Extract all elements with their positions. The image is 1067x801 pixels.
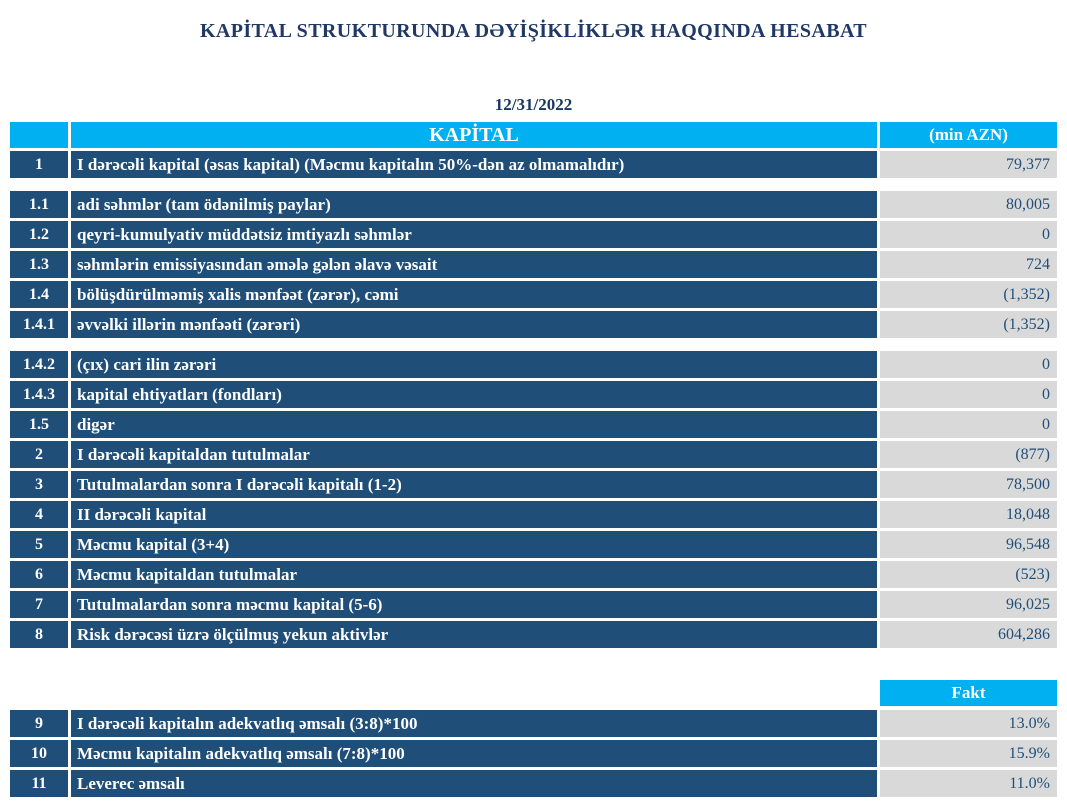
table-row [10,501,1057,528]
table-row [10,311,1057,338]
row-number: 1.2 [10,221,68,248]
table-row [10,411,1057,438]
row-number: 8 [10,621,68,648]
report-date: 12/31/2022 [494,95,573,114]
table-row [10,561,1057,588]
row-number: 1.4.3 [10,381,68,408]
table-row [10,740,1057,767]
row-label: Məcmu kapital (3+4) [71,531,877,558]
row-value: 604,286 [880,621,1057,648]
row-value: (877) [880,441,1057,468]
capital-table-header-row [10,122,1057,148]
row-label: Məcmu kapitalın adekvatlıq əmsalı (7:8)*100 [71,740,877,767]
row-number: 6 [10,561,68,588]
row-number: 10 [10,740,68,767]
table-row [10,191,1057,218]
row-number: 1 [10,151,68,178]
row-value: 15.9% [880,740,1057,767]
row-number: 1.3 [10,251,68,278]
table-row [10,710,1057,737]
row-label: bölüşdürülməmiş xalis mənfəət (zərər), cəmi [71,281,877,308]
row-label: I dərəcəli kapital (əsas kapital) (Məcmu kapitalın 50%-dən az olmamalıdır) [71,151,877,178]
row-label: səhmlərin emissiyasından əmələ gələn əlavə vəsait [71,251,877,278]
table-row [10,251,1057,278]
fakt-spacer [10,680,880,706]
row-label: Leverec əmsalı [71,770,877,797]
row-number: 1.4.1 [10,311,68,338]
row-number: 1.5 [10,411,68,438]
row-number: 7 [10,591,68,618]
row-number: 1.1 [10,191,68,218]
row-value: 96,025 [880,591,1057,618]
row-label: Tutulmalardan sonra I dərəcəli kapitalı (1-2) [71,471,877,498]
row-number: 11 [10,770,68,797]
row-number: 1.4 [10,281,68,308]
table-row [10,351,1057,378]
row-value: 0 [880,351,1057,378]
row-value: 18,048 [880,501,1057,528]
table-row [10,281,1057,308]
table-row [10,221,1057,248]
row-label: adi səhmlər (tam ödənilmiş paylar) [71,191,877,218]
row-label: I dərəcəli kapitalın adekvatlıq əmsalı (3:8)*100 [71,710,877,737]
row-label: kapital ehtiyatları (fondları) [71,381,877,408]
row-label: əvvəlki illərin mənfəəti (zərəri) [71,311,877,338]
header-capital-label: KAPİTAL [71,122,877,148]
row-label: II dərəcəli kapital [71,501,877,528]
row-value: (1,352) [880,281,1057,308]
table-row [10,621,1057,648]
table-row [10,151,1057,178]
row-label: digər [71,411,877,438]
table-row [10,381,1057,408]
row-label: qeyri-kumulyativ müddətsiz imtiyazlı səhmlər [71,221,877,248]
row-value: 0 [880,381,1057,408]
row-value: 79,377 [880,151,1057,178]
row-value: 78,500 [880,471,1057,498]
fakt-header-label: Fakt [880,680,1057,706]
row-number: 9 [10,710,68,737]
row-label: Tutulmalardan sonra məcmu kapital (5-6) [71,591,877,618]
table-row [10,770,1057,797]
row-number: 2 [10,441,68,468]
row-label: I dərəcəli kapitaldan tutulmalar [71,441,877,468]
row-label: Məcmu kapitaldan tutulmalar [71,561,877,588]
row-number: 3 [10,471,68,498]
table-row [10,591,1057,618]
row-number: 5 [10,531,68,558]
capital-table [10,122,1057,648]
row-value: 0 [880,411,1057,438]
table-row [10,471,1057,498]
row-value: 80,005 [880,191,1057,218]
row-value: (1,352) [880,311,1057,338]
row-label: (çıx) cari ilin zərəri [71,351,877,378]
row-value: 724 [880,251,1057,278]
ratio-table [10,680,1057,797]
row-value: 13.0% [880,710,1057,737]
row-number: 4 [10,501,68,528]
table-row [10,441,1057,468]
row-value: 11.0% [880,770,1057,797]
row-value: 0 [880,221,1057,248]
row-label: Risk dərəcəsi üzrə ölçülmuş yekun aktivlər [71,621,877,648]
table-row [10,531,1057,558]
report-title: KAPİTAL STRUKTURUNDA DƏYİŞİKLİKLƏR HAQQINDA HESABAT [199,20,868,42]
row-value: 96,548 [880,531,1057,558]
row-number: 1.4.2 [10,351,68,378]
header-unit-label: (min AZN) [880,122,1057,148]
row-value: (523) [880,561,1057,588]
ratio-table-header-row [10,680,1057,706]
header-corner-cell [10,122,68,148]
